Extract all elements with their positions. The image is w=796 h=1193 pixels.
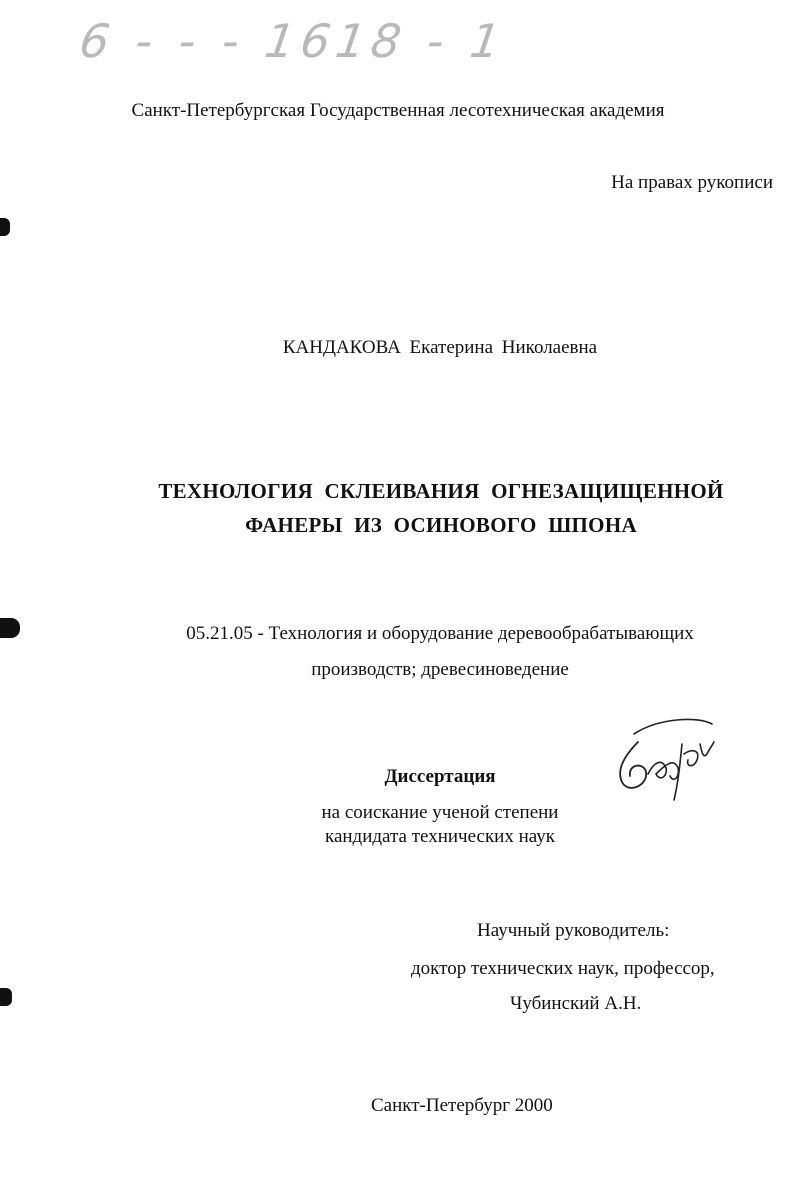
dissertation-purpose-line-1: на соискание ученой степени xyxy=(321,802,559,823)
specialty-line-2: производств; древесиноведение xyxy=(311,659,569,680)
scan-edge-mark-2 xyxy=(0,618,20,638)
author-name: КАНДАКОВА Екатерина Николаевна xyxy=(282,337,598,358)
specialty-line-1: 05.21.05 - Технология и оборудование деревообрабатывающих xyxy=(186,623,694,644)
title-line-1: ТЕХНОЛОГИЯ СКЛЕИВАНИЯ ОГНЕЗАЩИЩЕННОЙ xyxy=(158,479,724,503)
supervisor-label: Научный руководитель: xyxy=(477,920,670,941)
scan-edge-mark-3 xyxy=(0,988,12,1006)
handwritten-signature xyxy=(608,714,718,804)
supervisor-name: Чубинский А.Н. xyxy=(510,993,642,1014)
scan-edge-mark-1 xyxy=(0,218,10,236)
title-line-2: ФАНЕРЫ ИЗ ОСИНОВОГО ШПОНА xyxy=(245,513,637,537)
place-and-year: Санкт-Петербург 2000 xyxy=(371,1095,553,1116)
dissertation-label: Диссертация xyxy=(384,766,496,787)
dissertation-purpose-line-2: кандидата технических наук xyxy=(325,826,555,847)
rights-note: На правах рукописи xyxy=(611,172,773,193)
library-stamp: 6 - - - 1618 - 1 xyxy=(76,14,510,68)
institution-name: Санкт-Петербургская Государственная лесотехническая академия xyxy=(131,100,665,121)
supervisor-degree: доктор технических наук, профессор, xyxy=(411,958,715,979)
